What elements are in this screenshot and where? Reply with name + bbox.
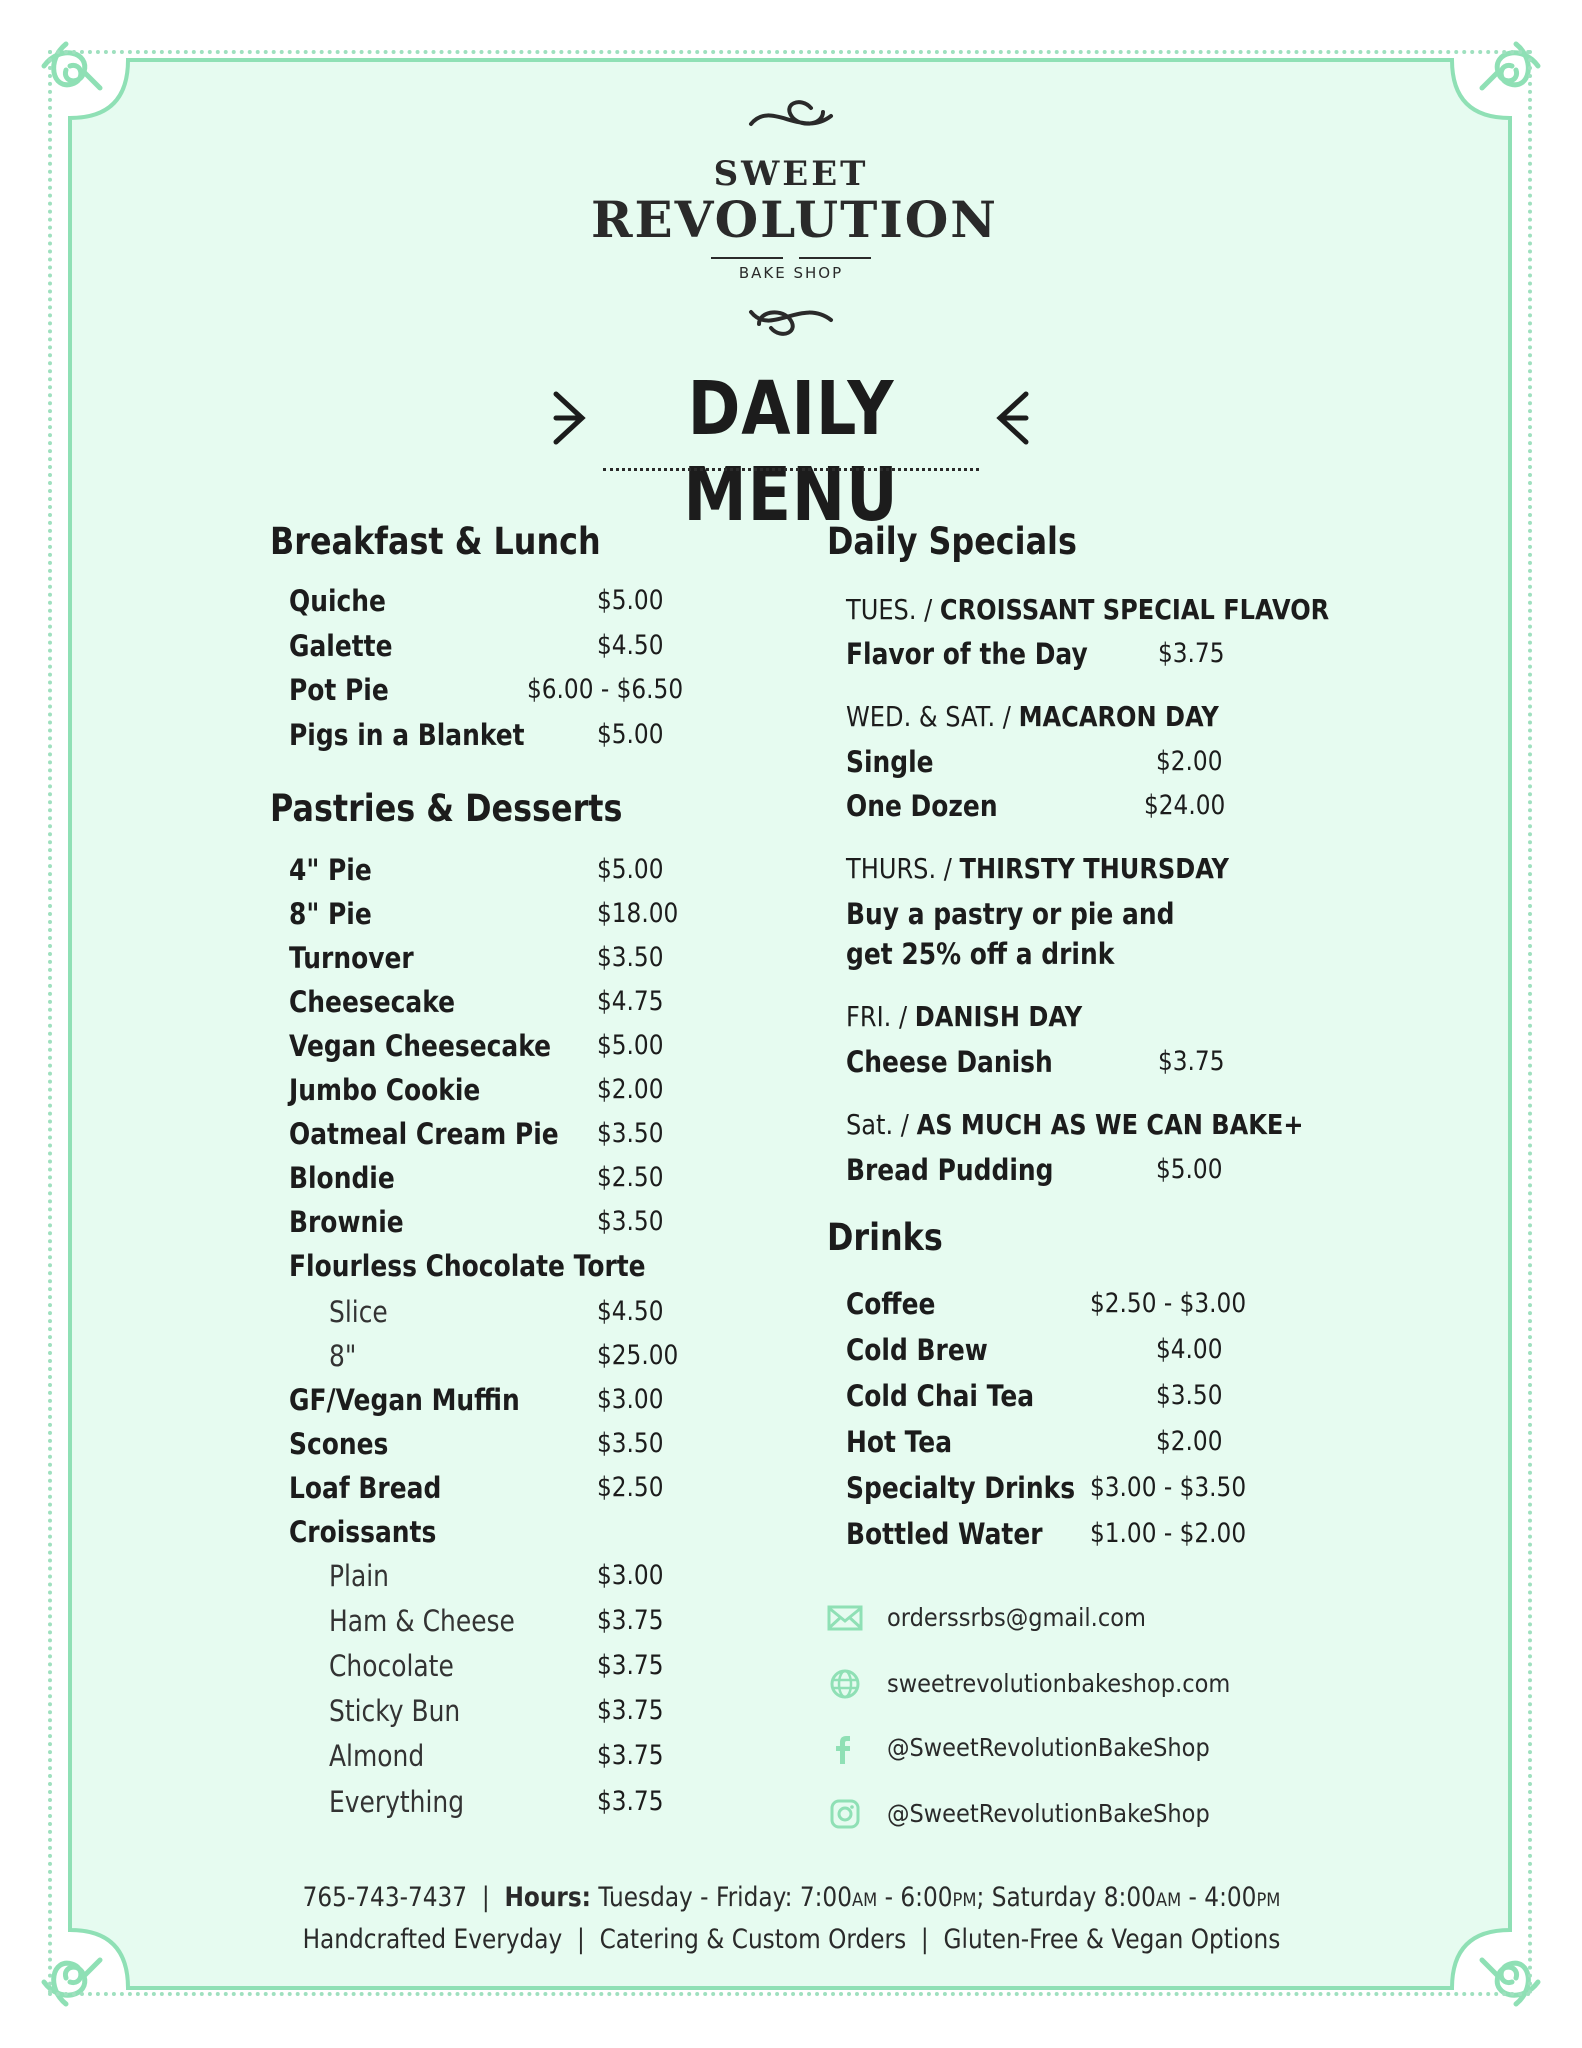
item-name: 4" Pie xyxy=(289,853,372,887)
footer-hours-label: Hours: xyxy=(503,1882,591,1913)
title-deco-left xyxy=(552,380,596,456)
special-event: MACARON DAY xyxy=(1018,700,1219,733)
item-price: $4.75 xyxy=(597,986,664,1017)
footer-hours-weekday-end: - 6:00 xyxy=(876,1882,953,1913)
menu-item-row xyxy=(846,1332,1223,1368)
logo-sweet: SWEET xyxy=(713,154,869,194)
item-name: Coffee xyxy=(846,1287,936,1321)
item-name: Galette xyxy=(289,628,393,663)
special-saturday-heading xyxy=(846,1108,1304,1141)
footer-hours-sat-end: - 4:00 xyxy=(1180,1882,1256,1913)
footer-tagline xyxy=(0,1924,1582,1955)
menu-item-row xyxy=(289,896,679,932)
page-title: DAILY MENU xyxy=(683,366,899,538)
footer-phone: 765-743-7437 xyxy=(302,1882,467,1913)
menu-item-row xyxy=(289,583,664,619)
item-name: Chocolate xyxy=(329,1649,454,1683)
special-event: AS MUCH AS WE CAN BAKE+ xyxy=(916,1108,1304,1141)
item-name: Loaf Bread xyxy=(289,1471,442,1505)
item-price: $3.50 xyxy=(597,1118,664,1149)
footer-hours-sat: ; Saturday 8:00 xyxy=(976,1882,1156,1913)
menu-item-row xyxy=(846,1378,1223,1414)
item-name: Sticky Bun xyxy=(329,1694,461,1728)
menu-item-row xyxy=(329,1693,689,1729)
item-price: $1.00 - $2.00 xyxy=(1090,1518,1247,1549)
item-name: Cold Brew xyxy=(846,1333,988,1367)
globe-icon xyxy=(827,1668,863,1700)
item-name: Jumbo Cookie xyxy=(289,1073,481,1107)
logo-rule-right xyxy=(799,257,871,259)
item-name: Hot Tea xyxy=(846,1425,953,1459)
item-price: $3.75 xyxy=(1158,638,1225,669)
item-price: $18.00 xyxy=(597,898,679,929)
item-name: Turnover xyxy=(289,941,414,975)
item-name: 8" xyxy=(329,1339,357,1373)
menu-item-row xyxy=(289,628,664,664)
item-price: $5.00 xyxy=(597,854,664,885)
special-event: THIRSTY THURSDAY xyxy=(959,852,1229,885)
item-name: 8" Pie xyxy=(289,897,372,931)
item-price: $3.75 xyxy=(597,1740,664,1771)
menu-item-row xyxy=(329,1294,689,1330)
menu-item-row xyxy=(846,1470,1247,1506)
special-day: FRI. / xyxy=(846,1000,908,1033)
special-item-row xyxy=(846,1152,1223,1188)
item-price: $25.00 xyxy=(597,1340,679,1371)
item-price: $4.00 xyxy=(1156,1334,1223,1365)
item-name: Plain xyxy=(329,1559,389,1593)
item-name: Pot Pie xyxy=(289,673,389,707)
menu-item-row xyxy=(329,1338,689,1374)
logo-revolution: REVOLUTION xyxy=(591,190,999,249)
menu-item-row xyxy=(289,1160,664,1196)
special-day: WED. & SAT. / xyxy=(846,700,1011,733)
item-price: $2.50 xyxy=(597,1472,664,1503)
title-deco-right xyxy=(986,380,1030,456)
footer-pm: PM xyxy=(952,1889,977,1911)
special-day: TUES. / xyxy=(846,593,933,626)
facebook-icon xyxy=(827,1732,863,1764)
menu-item-row xyxy=(329,1603,689,1639)
menu-item-row xyxy=(289,1028,664,1064)
drinks-heading: Drinks xyxy=(827,1216,943,1259)
item-price: $5.00 xyxy=(1156,1154,1223,1185)
item-price: $2.00 xyxy=(1156,746,1223,777)
item-name: Flourless Chocolate Torte xyxy=(289,1249,646,1283)
footer-hours-line: 765-743-7437 | Hours: Tuesday - Friday: 7:00AM - 6:00PM; Saturday 8:00AM - 4:00PM xyxy=(302,1882,1280,1913)
footer-hours-weekday: Tuesday - Friday: 7:00 xyxy=(597,1882,852,1913)
item-price: $3.75 xyxy=(597,1786,664,1817)
title-underline xyxy=(603,468,979,471)
special-day: Sat. / xyxy=(846,1108,909,1141)
item-name: Specialty Drinks xyxy=(846,1471,1076,1505)
item-price: $3.75 xyxy=(597,1650,664,1681)
item-price: $6.00 - $6.50 xyxy=(527,674,684,705)
pastries-heading: Pastries & Desserts xyxy=(270,787,623,830)
item-name: Quiche xyxy=(289,584,386,618)
item-name: Vegan Cheesecake xyxy=(289,1029,552,1063)
item-price: $5.00 xyxy=(597,585,664,616)
footer-tagline-text: Handcrafted Everyday | Catering & Custom Orders | Gluten-Free & Vegan Options xyxy=(302,1924,1280,1955)
item-price: $2.00 xyxy=(1156,1426,1223,1457)
item-price: $2.00 xyxy=(597,1074,664,1105)
menu-item-row xyxy=(289,1072,664,1108)
item-price: $2.50 - $3.00 xyxy=(1090,1288,1247,1319)
menu-item-row xyxy=(289,1116,664,1152)
item-price: $5.00 xyxy=(597,1030,664,1061)
menu-item-row xyxy=(289,852,664,888)
item-name: Cheese Danish xyxy=(846,1045,1053,1079)
item-price: $5.00 xyxy=(597,718,664,750)
menu-item-row xyxy=(289,1426,664,1462)
item-price: $3.75 xyxy=(1158,1046,1225,1077)
item-price: $3.75 xyxy=(597,1605,664,1636)
item-name: Cold Chai Tea xyxy=(846,1379,1035,1413)
item-price: $4.50 xyxy=(597,629,664,661)
item-name: Everything xyxy=(329,1785,465,1819)
special-tuesday-heading xyxy=(846,593,1329,626)
item-name: Single xyxy=(846,745,934,779)
item-name: Bread Pudding xyxy=(846,1153,1054,1187)
instagram-icon xyxy=(827,1798,863,1830)
item-price: $3.50 xyxy=(597,1428,664,1459)
menu-item-row xyxy=(289,1470,664,1506)
menu-item-row xyxy=(289,1204,664,1240)
menu-item-row xyxy=(846,1286,1247,1322)
menu-item-row xyxy=(289,1514,649,1550)
footer-am: AM xyxy=(851,1889,877,1911)
logo-rule-left xyxy=(711,257,783,259)
menu-item-row xyxy=(329,1784,689,1820)
item-price: $2.50 xyxy=(597,1162,664,1193)
item-price: $3.50 xyxy=(1156,1380,1223,1411)
item-price: $4.50 xyxy=(597,1296,664,1327)
item-name: Croissants xyxy=(289,1515,437,1549)
menu-item-row xyxy=(289,1248,649,1284)
item-price: $3.00 xyxy=(597,1560,664,1591)
menu-item-row xyxy=(289,717,664,753)
special-event: CROISSANT SPECIAL FLAVOR xyxy=(939,593,1330,626)
item-price: $24.00 xyxy=(1144,790,1226,821)
item-price: $3.50 xyxy=(597,942,664,973)
menu-item-row xyxy=(289,984,664,1020)
item-name: Oatmeal Cream Pie xyxy=(289,1117,559,1151)
facebook-text: @SweetRevolutionBakeShop xyxy=(887,1733,1210,1762)
menu-item-row xyxy=(329,1738,689,1774)
instagram-text: @SweetRevolutionBakeShop xyxy=(887,1799,1210,1828)
special-item-row xyxy=(846,788,1226,824)
logo-flourish-bottom xyxy=(741,292,841,342)
footer-pm: PM xyxy=(1255,1889,1280,1911)
menu-item-row xyxy=(289,940,664,976)
item-price: $3.75 xyxy=(597,1695,664,1726)
item-price: $3.00 - $3.50 xyxy=(1090,1472,1247,1503)
envelope-icon xyxy=(827,1602,863,1634)
special-friday-heading xyxy=(846,1000,1082,1033)
menu-item-row xyxy=(289,1382,664,1418)
special-item-row xyxy=(846,1044,1225,1080)
logo xyxy=(591,94,999,354)
item-name: Cheesecake xyxy=(289,985,456,1019)
logo-bake-shop: BAKE SHOP xyxy=(738,264,844,282)
special-day: THURS. / xyxy=(846,852,952,885)
special-item-row xyxy=(846,744,1223,780)
item-name: Scones xyxy=(289,1427,389,1461)
breakfast-heading: Breakfast & Lunch xyxy=(270,520,601,563)
menu-item-row xyxy=(846,1516,1247,1552)
item-name: GF/Vegan Muffin xyxy=(289,1383,520,1417)
menu-item-row xyxy=(289,672,684,708)
special-thursday-heading xyxy=(846,852,1229,885)
special-wed-sat-heading xyxy=(846,700,1219,733)
menu-item-row xyxy=(329,1558,689,1594)
item-name: Almond xyxy=(329,1739,425,1773)
email-text: orderssrbs@gmail.com xyxy=(887,1603,1146,1632)
item-name: Ham & Cheese xyxy=(329,1604,515,1638)
menu-item-row xyxy=(846,1424,1223,1460)
item-price: $3.50 xyxy=(597,1206,664,1237)
item-price: $3.00 xyxy=(597,1384,664,1415)
special-item-row xyxy=(846,636,1225,672)
menu-item-row xyxy=(329,1648,689,1684)
item-name: Blondie xyxy=(289,1161,395,1195)
special-event: DANISH DAY xyxy=(914,1000,1083,1033)
item-name: Slice xyxy=(329,1295,388,1329)
item-name: Brownie xyxy=(289,1205,404,1239)
item-name: Pigs in a Blanket xyxy=(289,717,525,752)
footer-am: AM xyxy=(1155,1889,1181,1911)
special-thursday-line1: Buy a pastry or pie and xyxy=(846,897,1175,931)
item-name: One Dozen xyxy=(846,789,998,823)
website-text: sweetrevolutionbakeshop.com xyxy=(887,1669,1231,1698)
item-name: Flavor of the Day xyxy=(846,637,1088,671)
special-thursday-line2: get 25% off a drink xyxy=(846,937,1115,971)
logo-flourish-top xyxy=(741,94,841,144)
specials-heading: Daily Specials xyxy=(827,520,1077,563)
item-name: Bottled Water xyxy=(846,1517,1043,1551)
